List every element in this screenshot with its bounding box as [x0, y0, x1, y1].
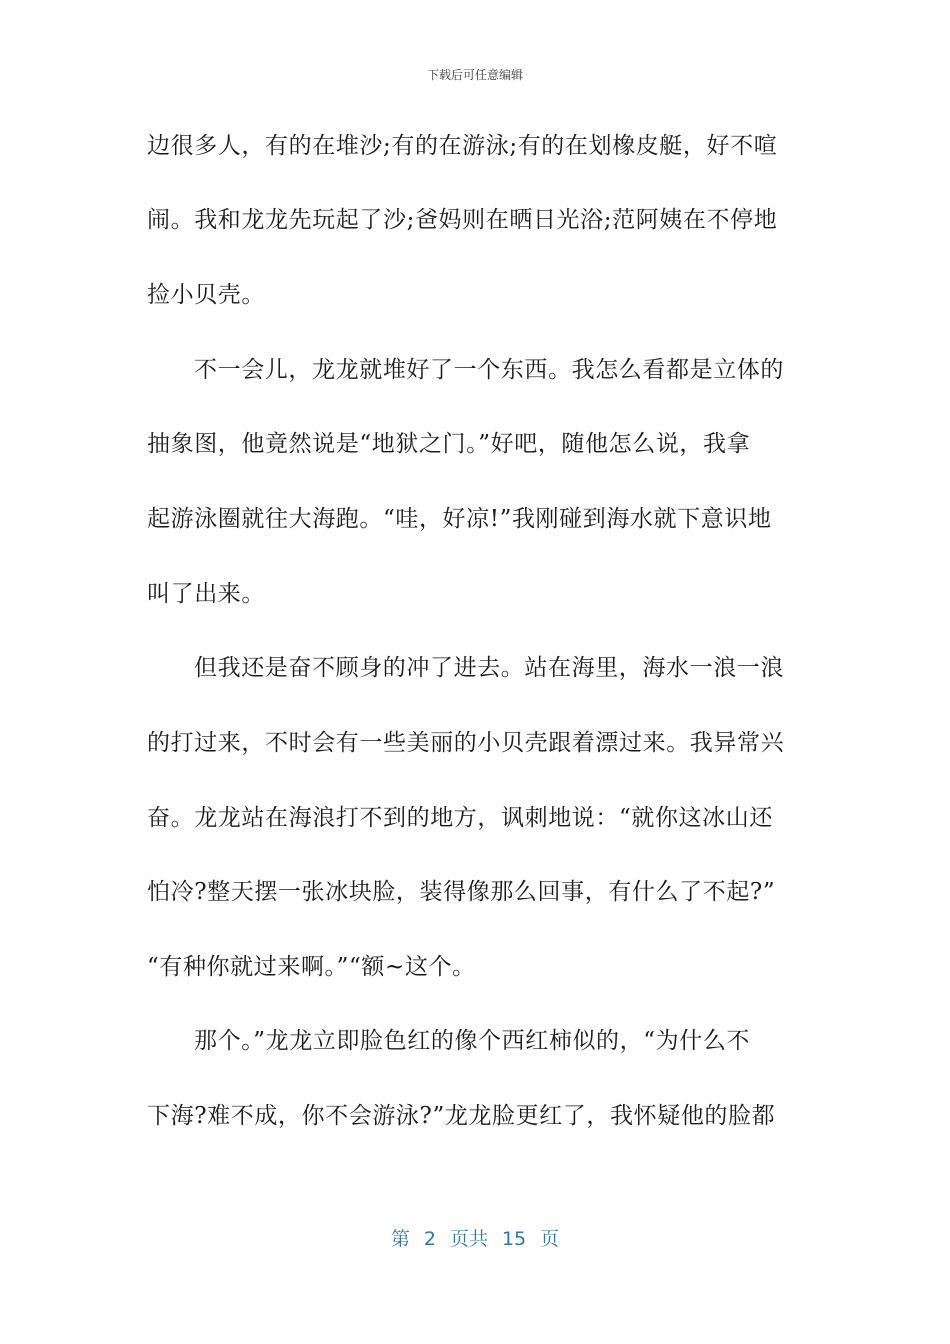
paragraph-first-line: 不一会儿，龙龙就堆好了一个东西。我怎么看都是立体的 — [194, 357, 784, 383]
text-line: 怕冷?整天摆一张冰块脸，装得像那么回事，有什么了不起?” — [147, 879, 776, 905]
footer-total-pages: 15 — [501, 1228, 527, 1250]
text-line: 边很多人，有的在堆沙;有的在游泳;有的在划橡皮艇，好不喧 — [147, 133, 778, 159]
page-footer — [0, 1227, 950, 1251]
text-line: 抽象图，他竟然说是“地狱之门。”好吧，随他怎么说，我拿 — [147, 431, 751, 457]
text-line: 奋。龙龙站在海浪打不到的地方，讽刺地说：“就你这冰山还 — [147, 805, 773, 831]
footer-total-suffix: 页 — [540, 1228, 560, 1250]
footer-current-page: 2 — [423, 1228, 436, 1250]
text-line: 下海?难不成，你不会游泳?”龙龙脸更红了，我怀疑他的脸都 — [147, 1103, 776, 1129]
text-line: 叫了出来。 — [147, 581, 265, 607]
text-line: “有种你就过来啊。”“额~这个。 — [147, 954, 476, 980]
text-line: 闹。我和龙龙先玩起了沙;爸妈则在晒日光浴;范阿姨在不停地 — [147, 207, 778, 233]
text-line: 捡小贝壳。 — [147, 282, 265, 308]
footer-page-label: 第 — [390, 1228, 410, 1250]
paragraph-first-line: 那个。”龙龙立即脸色红的像个西红柿似的，“为什么不 — [194, 1028, 751, 1054]
text-line: 起游泳圈就往大海跑。“哇，好凉!”我刚碰到海水就下意识地 — [147, 506, 772, 532]
paragraph-first-line: 但我还是奋不顾身的冲了进去。站在海里，海水一浪一浪 — [194, 655, 784, 681]
footer-total-prefix: 页共 — [449, 1228, 488, 1250]
header-note: 下载后可任意编辑 — [426, 68, 523, 82]
text-line: 的打过来，不时会有一些美丽的小贝壳跟着漂过来。我异常兴 — [147, 730, 785, 756]
